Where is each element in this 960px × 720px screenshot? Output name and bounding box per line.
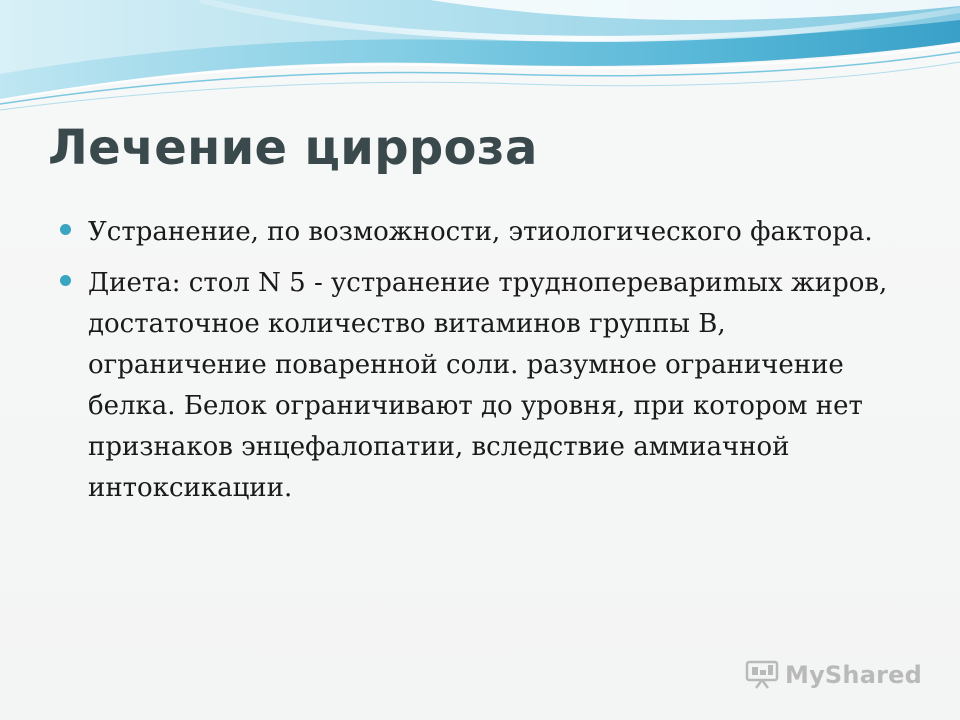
dot-icon: [60, 275, 71, 286]
slide-title: Лечение цирроза: [48, 120, 538, 176]
bullet-text: Диета: стол N 5 - устранение трудноперевариmых жиров, достаточное количество витаминов группы В, ограничение поваренной соли. разумное ограничение белка. Белок ограничивают до уровня, при котором нет признаков энцефалопатии, вследствие аммиачной интоксикации.: [88, 268, 888, 503]
watermark-text: MyShared: [785, 661, 922, 689]
bullet-list: [60, 212, 900, 519]
projector-screen-icon: [745, 660, 779, 690]
bullet-item: [60, 212, 900, 253]
bullet-text: Устранение, по возможности, этиологического фактора.: [88, 217, 873, 247]
bullet-item: [60, 263, 900, 509]
dot-icon: [60, 224, 71, 235]
watermark: [745, 660, 922, 690]
